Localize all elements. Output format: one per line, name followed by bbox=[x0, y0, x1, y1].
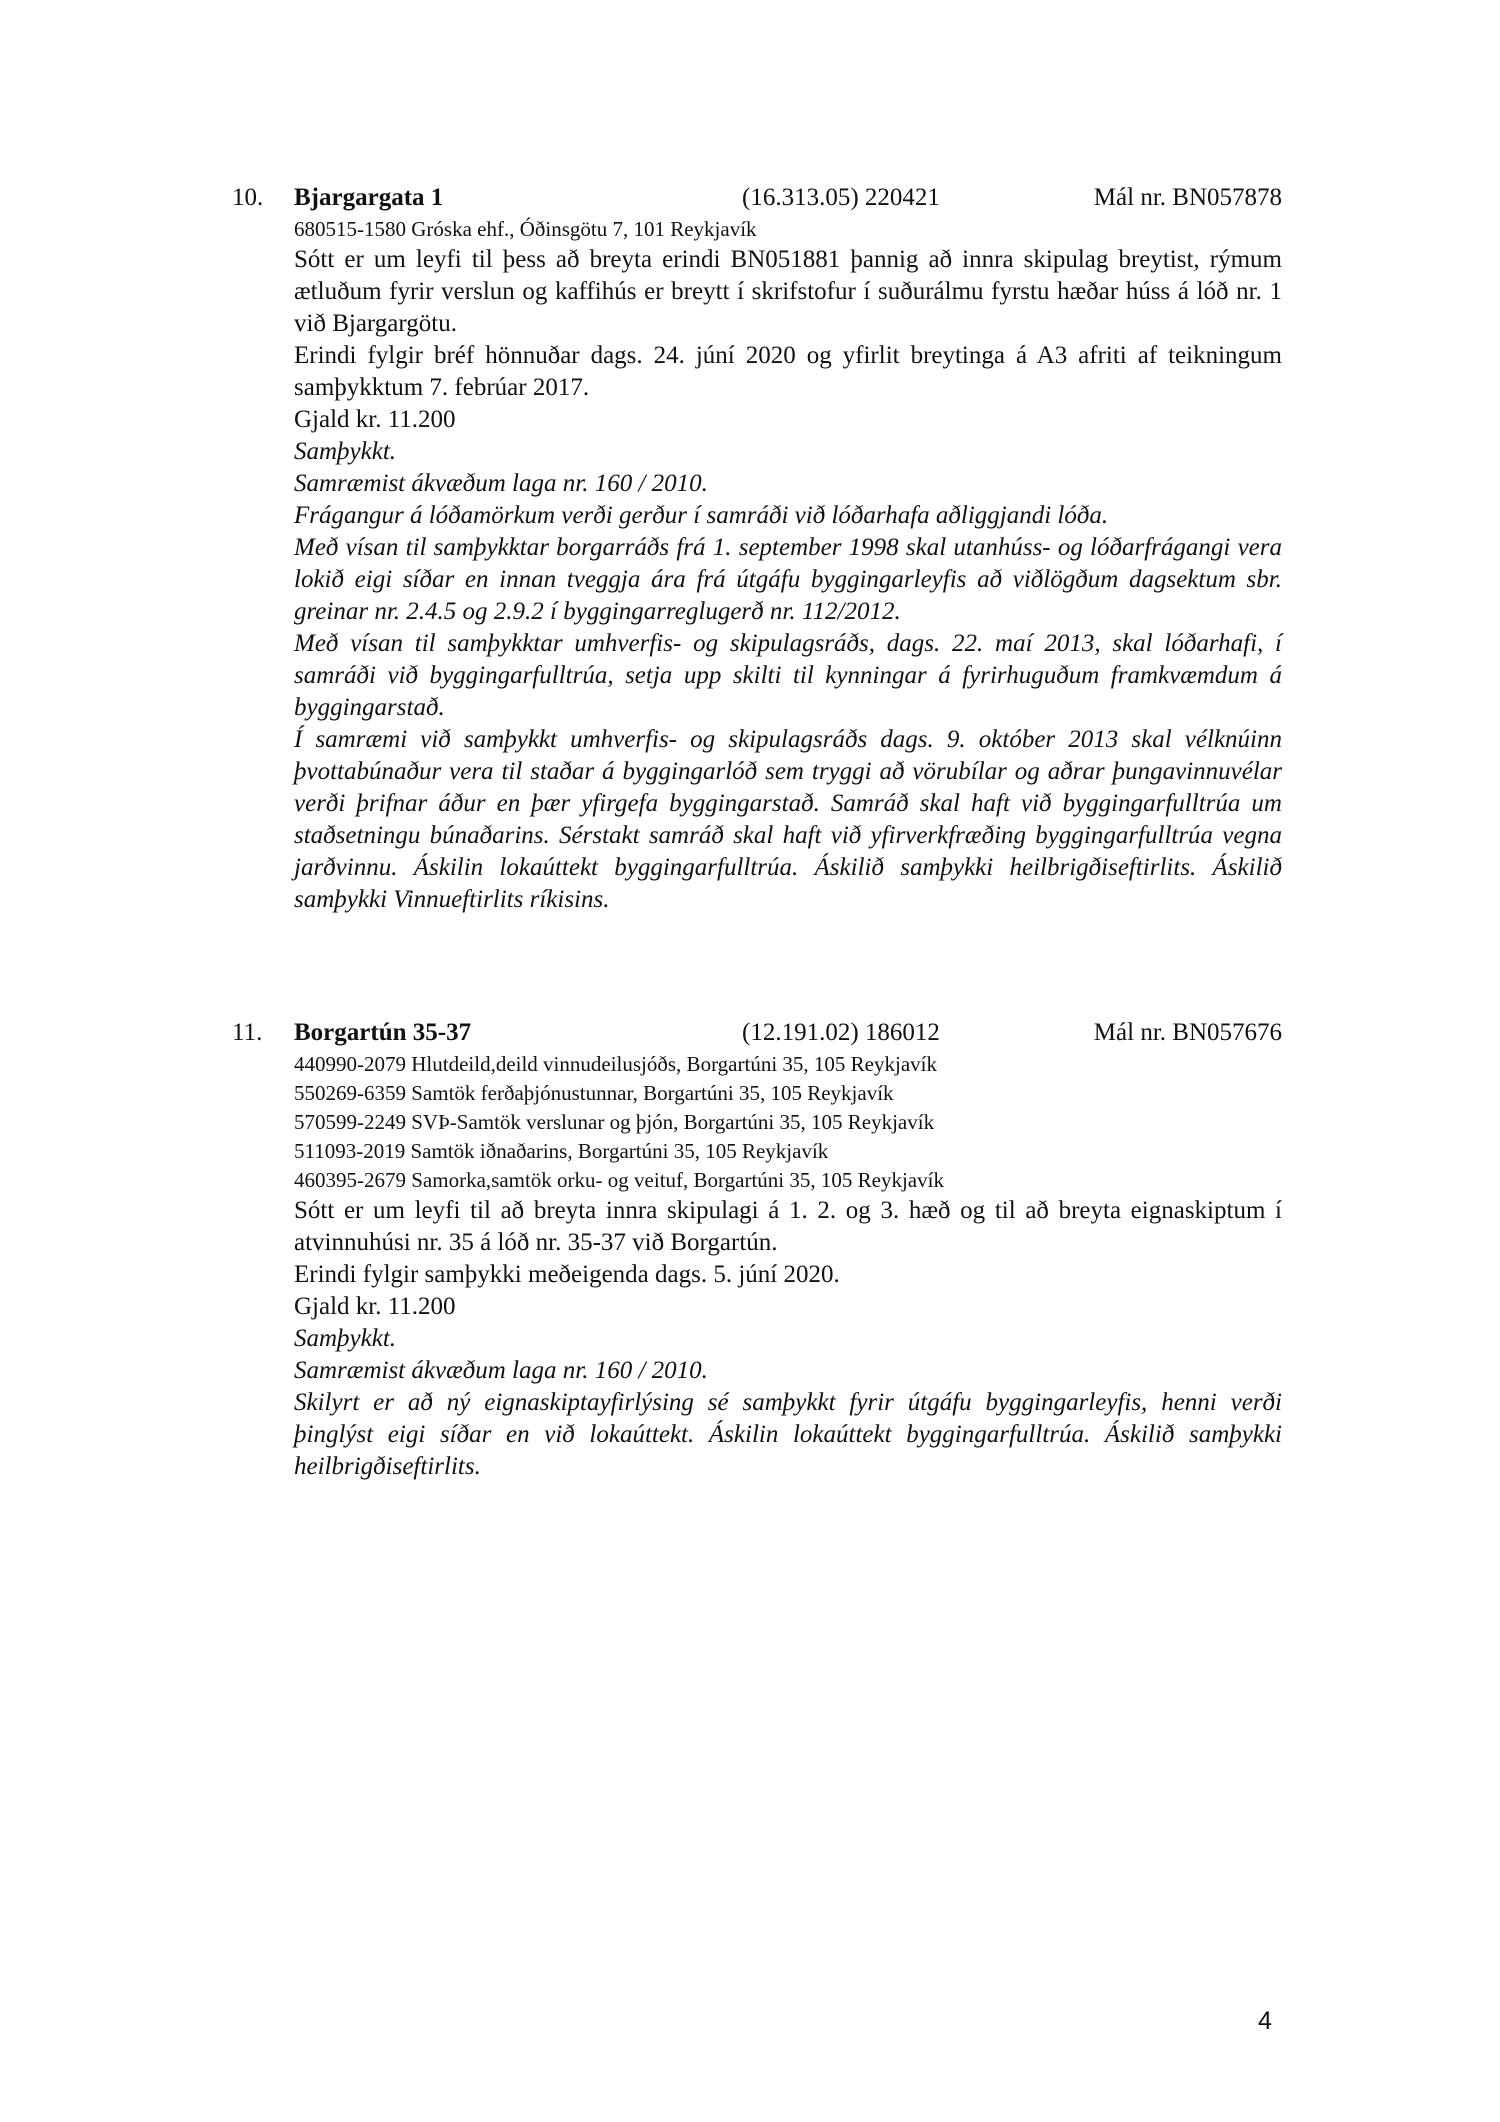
case-body bbox=[294, 215, 1282, 916]
case-reference: Mál nr. BN057676 bbox=[1093, 1019, 1282, 1046]
fee-line: Gjald kr. 11.200 bbox=[294, 406, 456, 433]
description-paragraph: Sótt er um leyfi til að breyta innra skipulagi á 1. 2. og 3. hæð og til að breyta eignaskiptum í atvinnuhúsi nr. 35 á lóð nr. 35-37 við Borgartún. bbox=[294, 1197, 1282, 1256]
decision-paragraph: Með vísan til samþykktar borgarráðs frá 1. september 1998 skal utanhúss- og lóðarfrágangi vera lokið eigi síðar en innan tveggja ára frá útgáfu byggingarleyfis að viðlögðum dagsektum sbr. greinar nr. 2.4.5 og 2.9.2 í byggingarreglugerð nr. 112/2012. bbox=[294, 534, 1282, 625]
case-10 bbox=[232, 181, 1282, 916]
decision-line: Samræmist ákvæðum laga nr. 160 / 2010. bbox=[294, 1357, 708, 1384]
applicant-line: 511093-2019 Samtök iðnaðarins, Borgartúni 35, 105 Reykjavík bbox=[294, 1139, 829, 1163]
case-11 bbox=[232, 1016, 1282, 1483]
fee-line: Gjald kr. 11.200 bbox=[294, 1293, 456, 1320]
description-paragraph: Sótt er um leyfi til þess að breyta erindi BN051881 þannig að innra skipulag breytist, rýmum ætluðum fyrir verslun og kaffihús er breytt í skrifstofur í suðurálmu fyrstu hæðar húss á lóð nr. 1 við Bjargargötu. bbox=[294, 246, 1282, 337]
case-body bbox=[294, 1050, 1282, 1483]
case-number: 10. bbox=[232, 184, 264, 211]
land-id: (12.191.02) 186012 bbox=[742, 1019, 940, 1046]
decision-paragraph: Í samræmi við samþykkt umhverfis- og skipulagsráðs dags. 9. október 2013 skal vélknúinn þvottabúnaður vera til staðar á byggingarlóð sem tryggi að vörubílar og aðrar þungavinnuvélar verði þrifnar áður en þær yfirgefa byggingarstað. Samráð skal haft við byggingarfulltrúa um staðsetningu búnaðarins. Sérstakt samráð skal haft við yfirverkfræðing byggingarfulltrúa vegna jarðvinnu. Áskilin lokaúttekt byggingarfulltrúa. Áskilið samþykki heilbrigðiseftirlits. Áskilið samþykki Vinnueftirlits ríkisins. bbox=[294, 726, 1282, 913]
case-address: Borgartún 35-37 bbox=[294, 1019, 472, 1046]
decision-line: Frágangur á lóðamörkum verði gerður í samráði við lóðarhafa aðliggjandi lóða. bbox=[294, 502, 1109, 529]
decision-status: Samþykkt. bbox=[294, 1325, 397, 1352]
decision-status: Samþykkt. bbox=[294, 438, 397, 465]
decision-paragraph: Með vísan til samþykktar umhverfis- og skipulagsráðs, dags. 22. maí 2013, skal lóðarhafi, í samráði við byggingarfulltrúa, setja upp skilti til kynningar á fyrirhuguðum framkvæmdum á byggingarstað. bbox=[294, 630, 1282, 721]
applicant-line: 550269-6359 Samtök ferðaþjónustunnar, Borgartúni 35, 105 Reykjavík bbox=[294, 1081, 894, 1105]
applicant-line: 570599-2249 SVÞ-Samtök verslunar og þjón, Borgartúni 35, 105 Reykjavík bbox=[294, 1110, 935, 1134]
applicant-line: 460395-2679 Samorka,samtök orku- og veituf, Borgartúni 35, 105 Reykjavík bbox=[294, 1168, 944, 1192]
case-address: Bjargargata 1 bbox=[294, 184, 444, 211]
case-reference: Mál nr. BN057878 bbox=[1093, 184, 1282, 211]
attachment-paragraph: Erindi fylgir bréf hönnuðar dags. 24. júní 2020 og yfirlit breytinga á A3 afriti af teikningum samþykktum 7. febrúar 2017. bbox=[294, 342, 1282, 401]
land-id: (16.313.05) 220421 bbox=[742, 184, 940, 211]
attachment-paragraph: Erindi fylgir samþykki meðeigenda dags. 5. júní 2020. bbox=[294, 1261, 840, 1288]
applicant-line: 680515-1580 Gróska ehf., Óðinsgötu 7, 101 Reykjavík bbox=[294, 217, 757, 241]
case-header bbox=[232, 1016, 1282, 1050]
page-number: 4 bbox=[1258, 2007, 1272, 2035]
decision-paragraph: Skilyrt er að ný eignaskiptayfirlýsing sé samþykkt fyrir útgáfu byggingarleyfis, henni verði þinglýst eigi síðar en við lokaúttekt. Áskilin lokaúttekt byggingarfulltrúa. Áskilið samþykki heilbrigðiseftirlits. bbox=[294, 1389, 1282, 1480]
case-number: 11. bbox=[232, 1019, 263, 1046]
applicant-line: 440990-2079 Hlutdeild,deild vinnudeilusjóðs, Borgartúni 35, 105 Reykjavík bbox=[294, 1052, 937, 1076]
decision-line: Samræmist ákvæðum laga nr. 160 / 2010. bbox=[294, 470, 708, 497]
case-header bbox=[232, 181, 1282, 215]
